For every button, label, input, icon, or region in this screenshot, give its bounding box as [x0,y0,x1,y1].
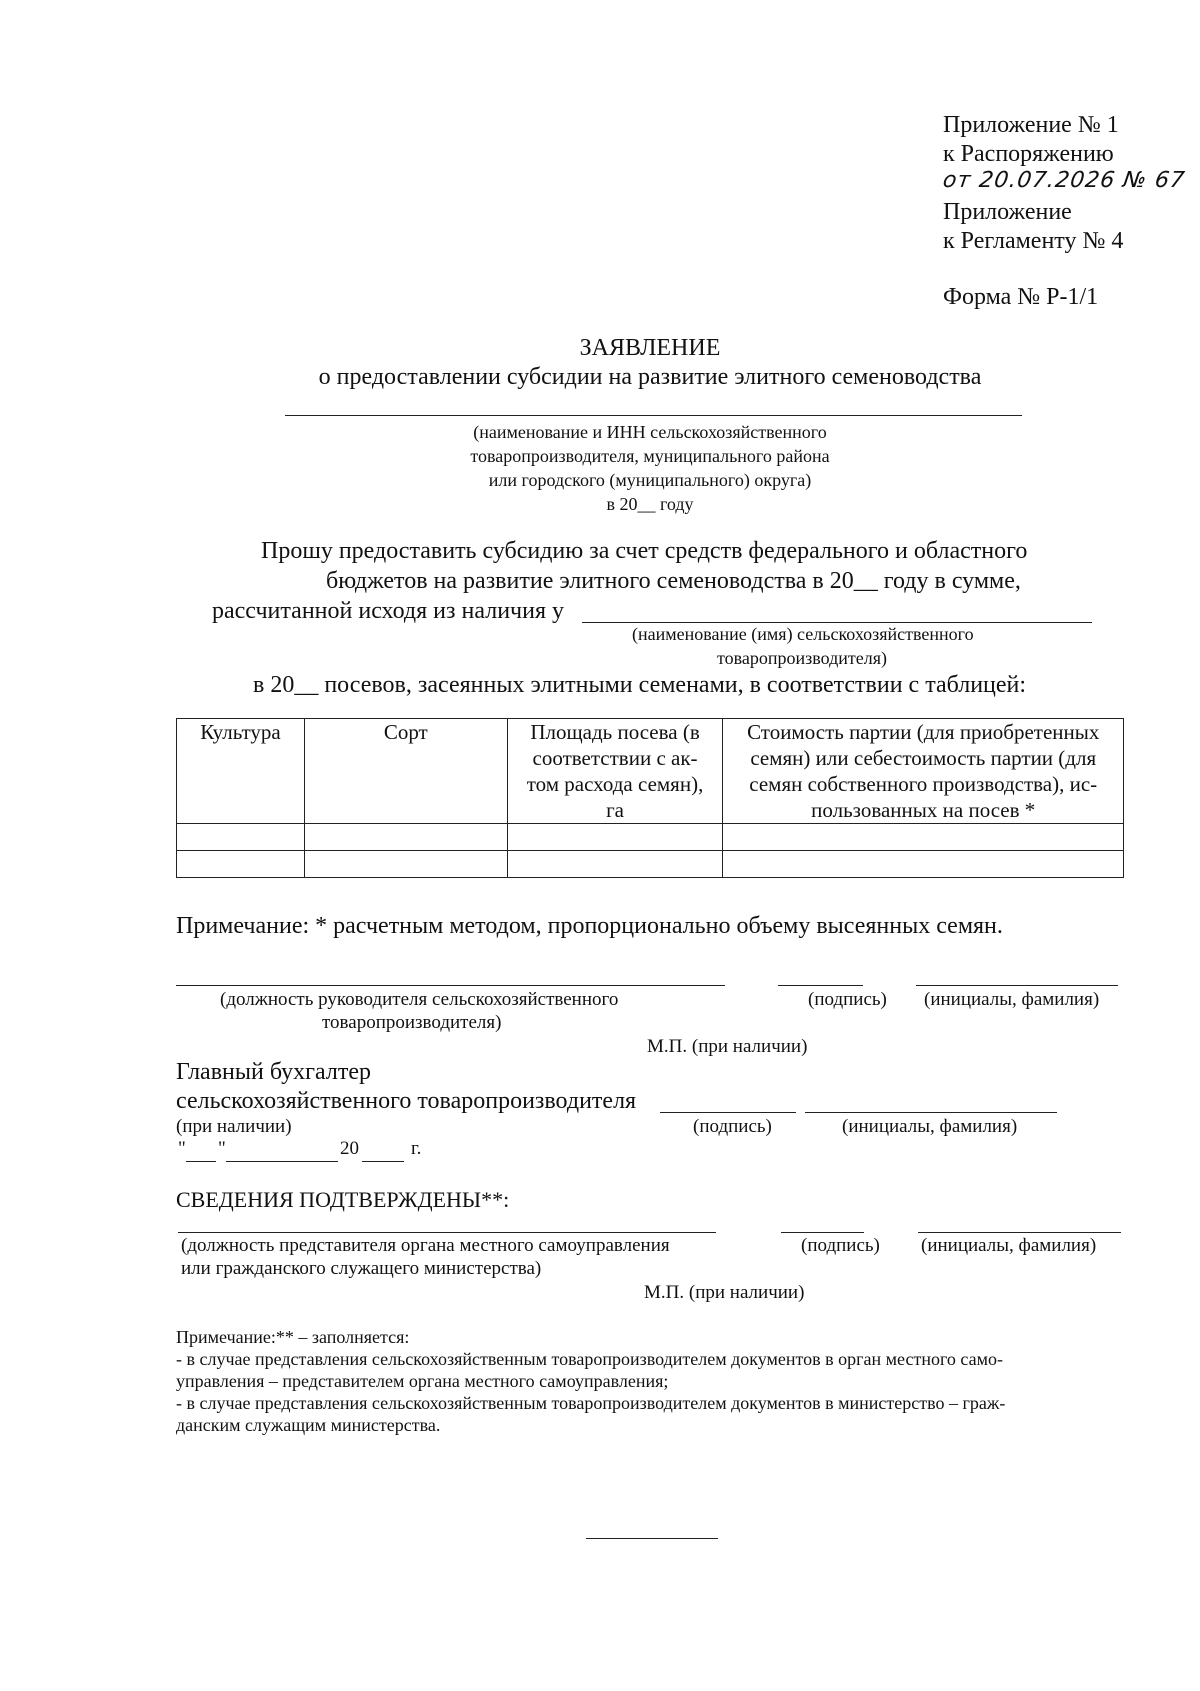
note-2-item-1-line-1: - в случае представления сельскохозяйственным товаропроизводителем документов в орган местного само- [176,1349,1003,1369]
official-position-caption-line-1: (должность представителя органа местного самоуправления [181,1235,670,1256]
accountant-name-line [805,1112,1057,1113]
handwritten-order-reference: от 20.07.2026 № 67 [941,168,1187,193]
table-cell[interactable] [723,851,1124,878]
accountant-if-any: (при наличии) [176,1116,292,1137]
table-row [177,851,1124,878]
table-cell[interactable] [507,824,723,851]
official-name-caption: (инициалы, фамилия) [921,1235,1097,1256]
applicant-caption-line-3: или городского (муниципального) округа) [488,470,812,490]
accountant-title-line-2: сельскохозяйственного товаропроизводителя [176,1088,637,1114]
official-position-caption-line-2: или гражданского служащего министерства) [181,1258,542,1279]
header-crop: Культура [177,719,305,824]
accountant-name-caption: (инициалы, фамилия) [842,1116,1018,1137]
head-signature-caption: (подпись) [808,989,887,1010]
appendix-line-3: Приложение [943,199,1072,225]
producer-caption-line-2: товаропроизводителя) [717,648,888,668]
table-cell[interactable] [304,851,507,878]
date-year-prefix: 20 [340,1138,359,1159]
head-name-line [916,985,1118,986]
end-separator-line [586,1538,718,1539]
official-position-line [178,1232,716,1233]
appendix-line-1: Приложение № 1 [943,112,1119,138]
official-name-line [918,1232,1121,1233]
producer-caption-line-1: (наименование (имя) сельскохозяйственного [632,624,974,644]
table-row [177,824,1124,851]
header-sown-area: Площадь посева (в соответствии с ак- том расхода семян), га [507,719,723,824]
header-variety: Сорт [304,719,507,824]
official-signature-line [781,1232,864,1233]
document-title: ЗАЯВЛЕНИЕ [579,335,721,361]
note-2-item-2-line-1: - в случае представления сельскохозяйственным товаропроизводителем документов в министерство – граж- [176,1393,1006,1413]
table-cell[interactable] [507,851,723,878]
official-signature-caption: (подпись) [801,1235,880,1256]
table-cell[interactable] [304,824,507,851]
table-cell[interactable] [723,824,1124,851]
applicant-year: в 20__ году [606,494,694,514]
header-batch-cost: Стоимость партии (для приобретенных семян) или себестоимость партии (для семян собственного производства), ис- пользованных на посев * [723,719,1124,824]
document-subtitle: о предоставлении субсидии на развитие элитного семеноводства [318,364,982,390]
head-position-line [176,985,725,986]
note-2-heading: Примечание:** – заполняется: [176,1327,410,1347]
stamp-caption-2: М.П. (при наличии) [644,1282,805,1303]
date-quote-close: " [218,1138,226,1159]
form-number: Форма № Р-1/1 [943,284,1099,310]
stamp-caption-1: М.П. (при наличии) [647,1036,808,1057]
producer-name-line [582,622,1092,623]
head-signature-line [778,985,863,986]
date-quote-open: " [178,1138,186,1159]
applicant-caption-line-1: (наименование и ИНН сельскохозяйственного [473,422,827,442]
date-day-line [186,1161,216,1162]
note-2-item-1-line-2: управления – представителем органа местного самоуправления; [176,1371,669,1391]
applicant-name-line [285,415,1022,416]
request-line-3: рассчитанной исходя из наличия у [212,598,564,624]
appendix-line-4: к Регламенту № 4 [943,228,1124,254]
applicant-caption-line-2: товаропроизводителя, муниципального района [470,446,830,466]
table-footnote: Примечание: * расчетным методом, пропорционально объему высеянных семян. [176,913,1003,939]
head-position-caption-line-2: товаропроизводителя) [322,1012,502,1033]
request-line-2: бюджетов на развитие элитного семеноводства в 20__ году в сумме, [326,568,1021,594]
accountant-title-line-1: Главный бухгалтер [176,1059,371,1085]
date-year-suffix: г. [411,1138,422,1159]
table-cell[interactable] [177,824,305,851]
table-cell[interactable] [177,851,305,878]
confirmation-heading: СВЕДЕНИЯ ПОДТВЕРЖДЕНЫ**: [176,1187,510,1212]
date-month-line [226,1161,338,1162]
accountant-signature-caption: (подпись) [693,1116,772,1137]
table-header-row [177,719,1124,824]
date-year-line [362,1161,404,1162]
note-2-item-2-line-2: данским служащим министерства. [176,1415,441,1435]
request-line-4: в 20__ посевов, засеянных элитными семенами, в соответствии с таблицей: [253,672,1027,698]
appendix-line-2: к Распоряжению [943,141,1114,167]
accountant-signature-line [660,1112,796,1113]
request-line-1: Прошу предоставить субсидию за счет средств федерального и областного [261,538,1028,564]
head-name-caption: (инициалы, фамилия) [924,989,1100,1010]
seeds-table [176,718,1124,878]
head-position-caption-line-1: (должность руководителя сельскохозяйственного [220,989,619,1010]
